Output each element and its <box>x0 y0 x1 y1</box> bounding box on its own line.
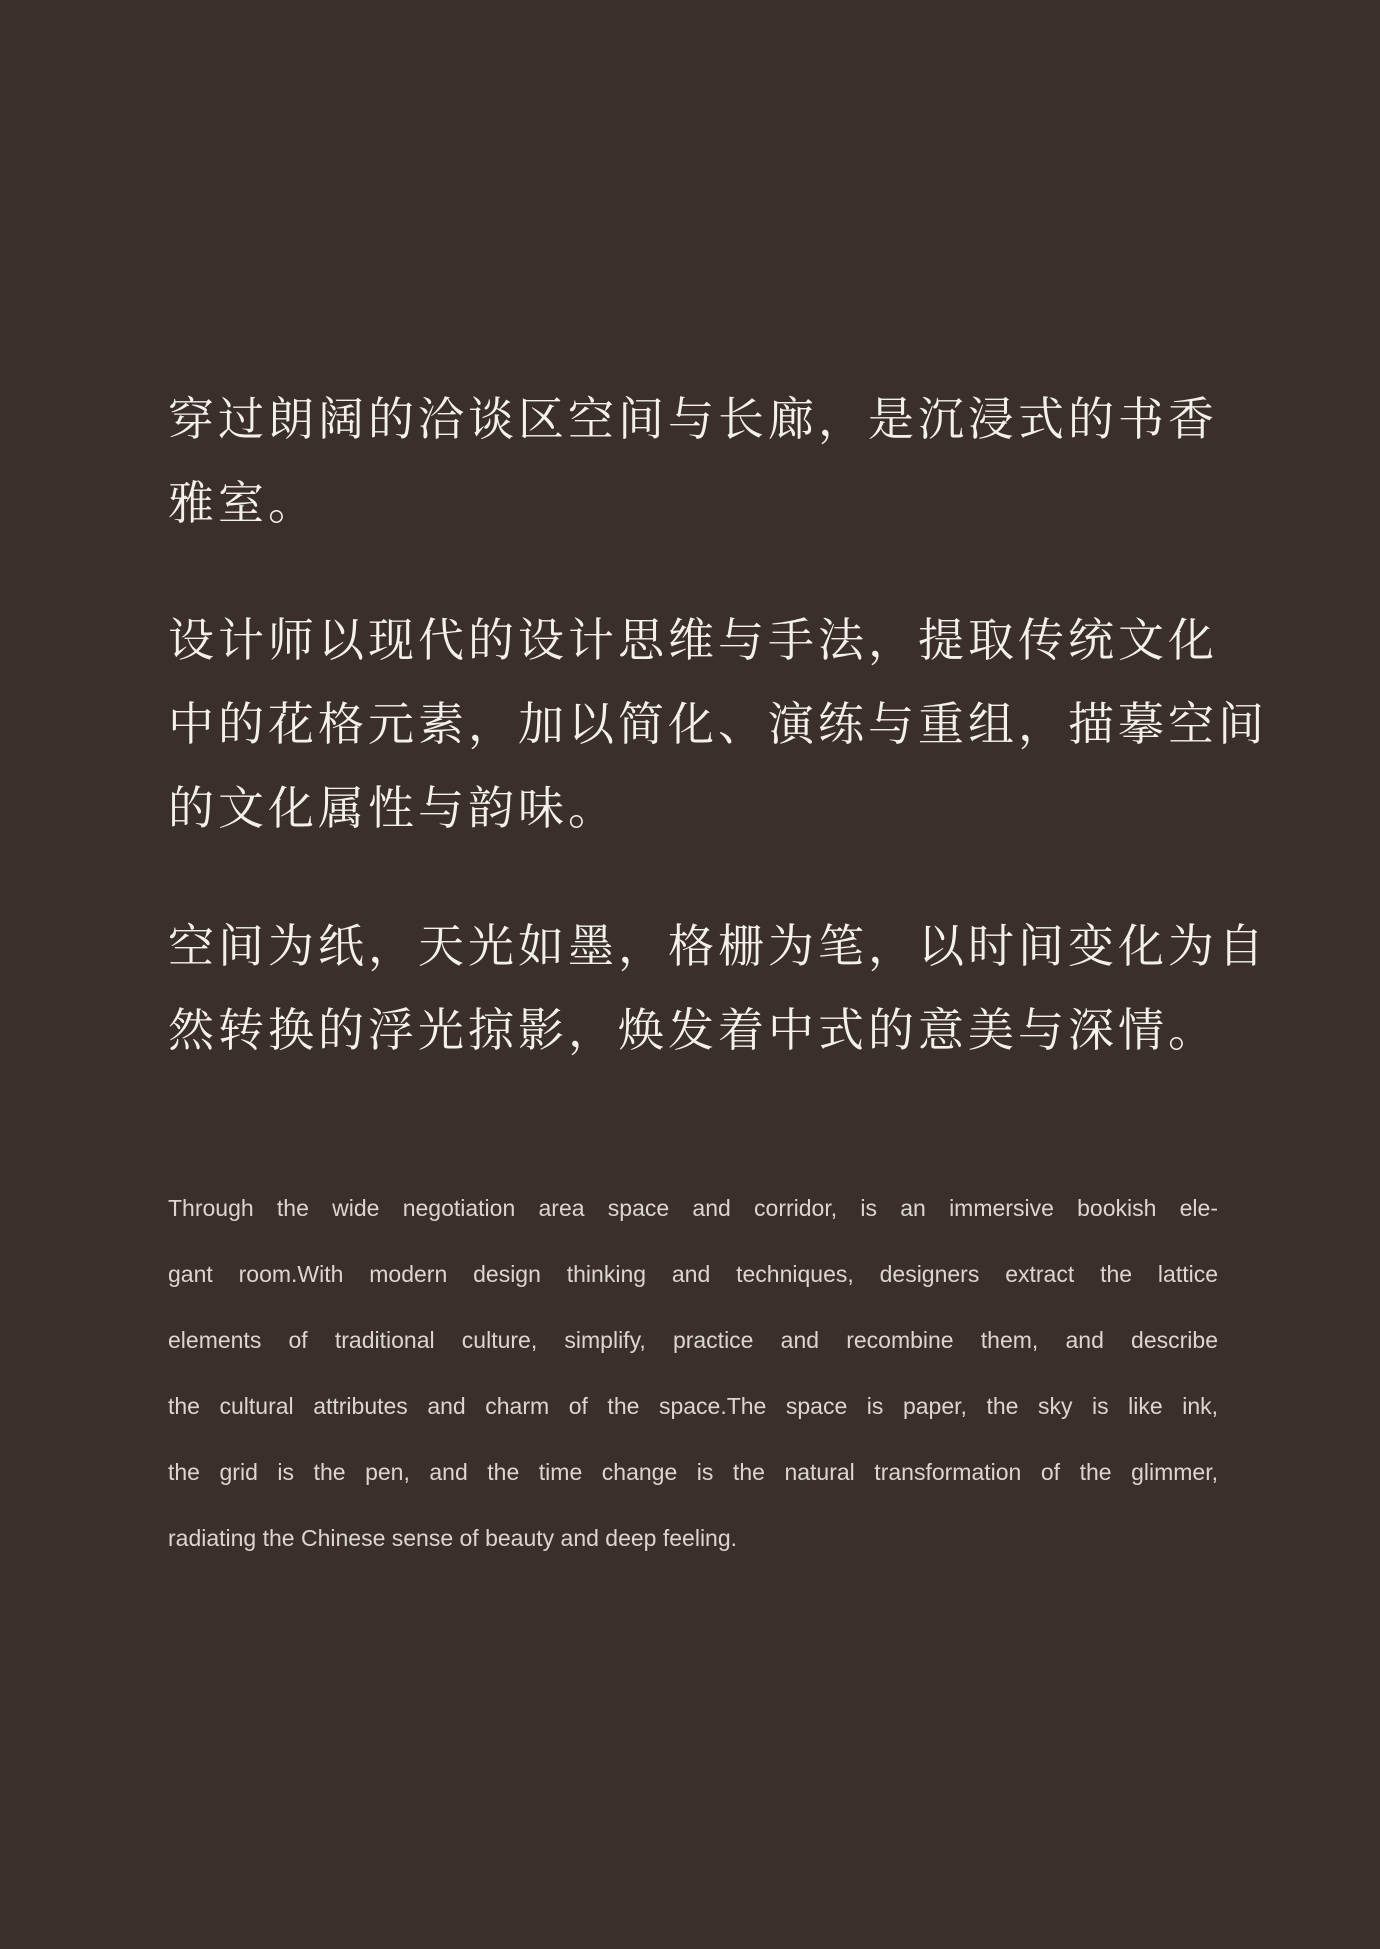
chinese-text-line: 中的花格元素，加以简化、演练与重组，描摹空间 <box>168 697 1268 751</box>
english-text-line: radiating the Chinese sense of beauty and deep feeling. <box>168 1525 738 1551</box>
english-text-line: elements of traditional culture, simplify, practice and recombine them, and describe <box>168 1327 1218 1353</box>
chinese-text-line: 然转换的浮光掠影，焕发着中式的意美与深情。 <box>168 1003 1218 1057</box>
chinese-text-line: 雅室。 <box>168 476 318 530</box>
chinese-paragraph-3 <box>168 904 1268 1072</box>
english-translation-paragraph <box>168 1175 1218 1571</box>
chinese-text-line: 设计师以现代的设计思维与手法，提取传统文化 <box>168 613 1218 667</box>
chinese-text-line: 空间为纸，天光如墨，格栅为笔，以时间变化为自 <box>168 919 1268 973</box>
english-text-line: gant room.With modern design thinking and techniques, designers extract the lattice <box>168 1261 1218 1287</box>
chinese-text-line: 的文化属性与韵味。 <box>168 781 618 835</box>
english-text-line: Through the wide negotiation area space and corridor, is an immersive bookish ele- <box>168 1195 1218 1221</box>
chinese-text-line: 穿过朗阔的洽谈区空间与长廊，是沉浸式的书香 <box>168 392 1218 446</box>
chinese-paragraph-2 <box>168 598 1268 850</box>
english-text-line: the grid is the pen, and the time change is the natural transformation of the glimmer, <box>168 1459 1218 1485</box>
chinese-paragraph-1 <box>168 377 1218 545</box>
english-text-line: the cultural attributes and charm of the space.The space is paper, the sky is like ink, <box>168 1393 1218 1419</box>
